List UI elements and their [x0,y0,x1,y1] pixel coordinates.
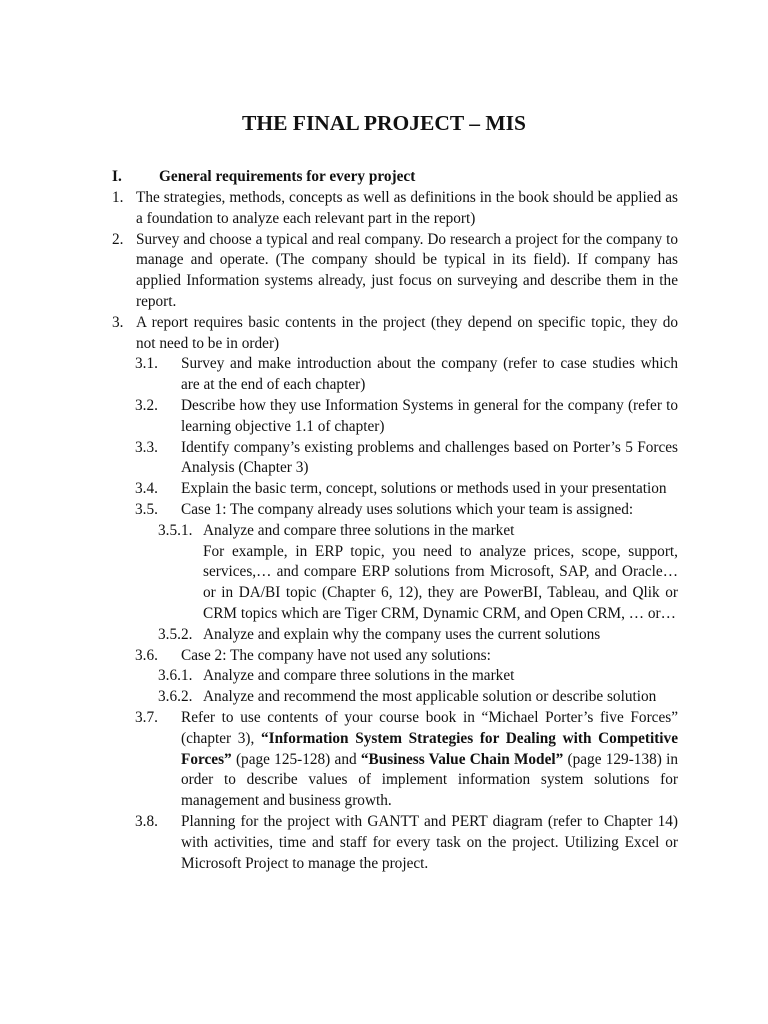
item-text: Identify company’s existing problems and challenges based on Porter’s 5 Forces Analysis (Chapter 3) [181,438,678,477]
item-number: 3.5.2. [158,625,193,643]
item-text: For example, in ERP topic, you need to analyze prices, scope, support, services,… and compare ERP solutions from Microsoft, SAP, and Oracle… or in DA/BI topic (Chapter 6, 12), they are PowerBI, Tableau, and Qlik or CRM topics which are Tiger CRM, Dynamic CRM, and Open CRM, … or… [203,542,678,622]
item-number: 3.5. [135,500,158,518]
bold-reference: “Information System Strategies for Dealing with Competitive Forces” [181,729,678,768]
list-item [112,188,678,230]
item-text: Analyze and compare three solutions in the market [203,667,515,685]
text-run: Refer to use contents of your course book in “Michael Porter’s five Forces” (chapter 3), [181,708,678,747]
bold-reference: “Business Value Chain Model” [360,750,564,768]
item-text: Survey and make introduction about the company (refer to case studies which are at the end of each chapter) [181,355,678,394]
text-run: (page 129-138) in order to describe values of implement information system solutions for management and business growth. [181,750,679,810]
item-number: 3.6.2. [158,688,193,706]
item-text: Analyze and explain why the company uses the current solutions [203,625,601,643]
item-number: 3.5.1. [158,521,193,539]
item-text: Survey and choose a typical and real company. Do research a project for the company to manage and operate. (The company should be typical in its field). If company has applied Information systems already, just focus on surveying and describe them in the report. [136,230,678,310]
item-text: Analyze and compare three solutions in the market [203,521,515,539]
requirements-list [0,188,768,874]
list-item [112,230,678,313]
item-number: 3.8. [135,812,158,830]
item-text: Describe how they use Information Systems in general for the company (refer to learning objective 1.1 of chapter) [181,396,678,435]
item-text: Case 2: The company have not used any solutions: [181,646,491,664]
list-item [135,646,678,667]
example-paragraph [203,542,678,625]
item-text: The strategies, methods, concepts as well as definitions in the book should be applied as a foundation to analyze each relevant part in the report) [136,189,678,227]
item-number: 3.7. [135,708,158,726]
item-text: Planning for the project with GANTT and PERT diagram (refer to Chapter 14) with activities, time and staff for every task on the project. Utilizing Excel or Microsoft Project to manage the project. [181,812,678,872]
list-item [158,521,678,542]
list-item [158,687,678,708]
list-item [135,438,678,480]
item-number: 3.1. [135,355,158,373]
list-item [135,396,678,438]
list-item [112,313,678,355]
item-number: 3.3. [135,438,158,456]
list-item [135,354,678,396]
list-item [158,666,678,687]
item-text: A report requires basic contents in the project (they depend on specific topic, they do not need to be in order) [136,313,678,352]
item-text [181,709,678,809]
item-number: 2. [112,230,124,248]
section-title: General requirements for every project [159,168,416,185]
list-item [135,479,678,500]
item-number: 3.6.1. [158,667,193,685]
list-item [135,500,678,521]
item-text: Analyze and recommend the most applicable solution or describe solution [203,688,657,706]
item-number: 3. [112,313,124,331]
item-number: 3.2. [135,396,158,414]
list-item [135,812,678,874]
item-text: Case 1: The company already uses solutions which your team is assigned: [181,500,634,518]
section-number: I. [112,168,122,185]
text-run: (page 125-128) and [231,750,361,768]
item-text: Explain the basic term, concept, solutions or methods used in your presentation [181,480,667,498]
item-number: 1. [112,189,124,206]
item-number: 3.6. [135,646,158,664]
document-title: THE FINAL PROJECT – MIS [242,111,526,135]
list-item [158,625,678,646]
list-item [135,708,679,812]
item-number: 3.4. [135,480,158,498]
